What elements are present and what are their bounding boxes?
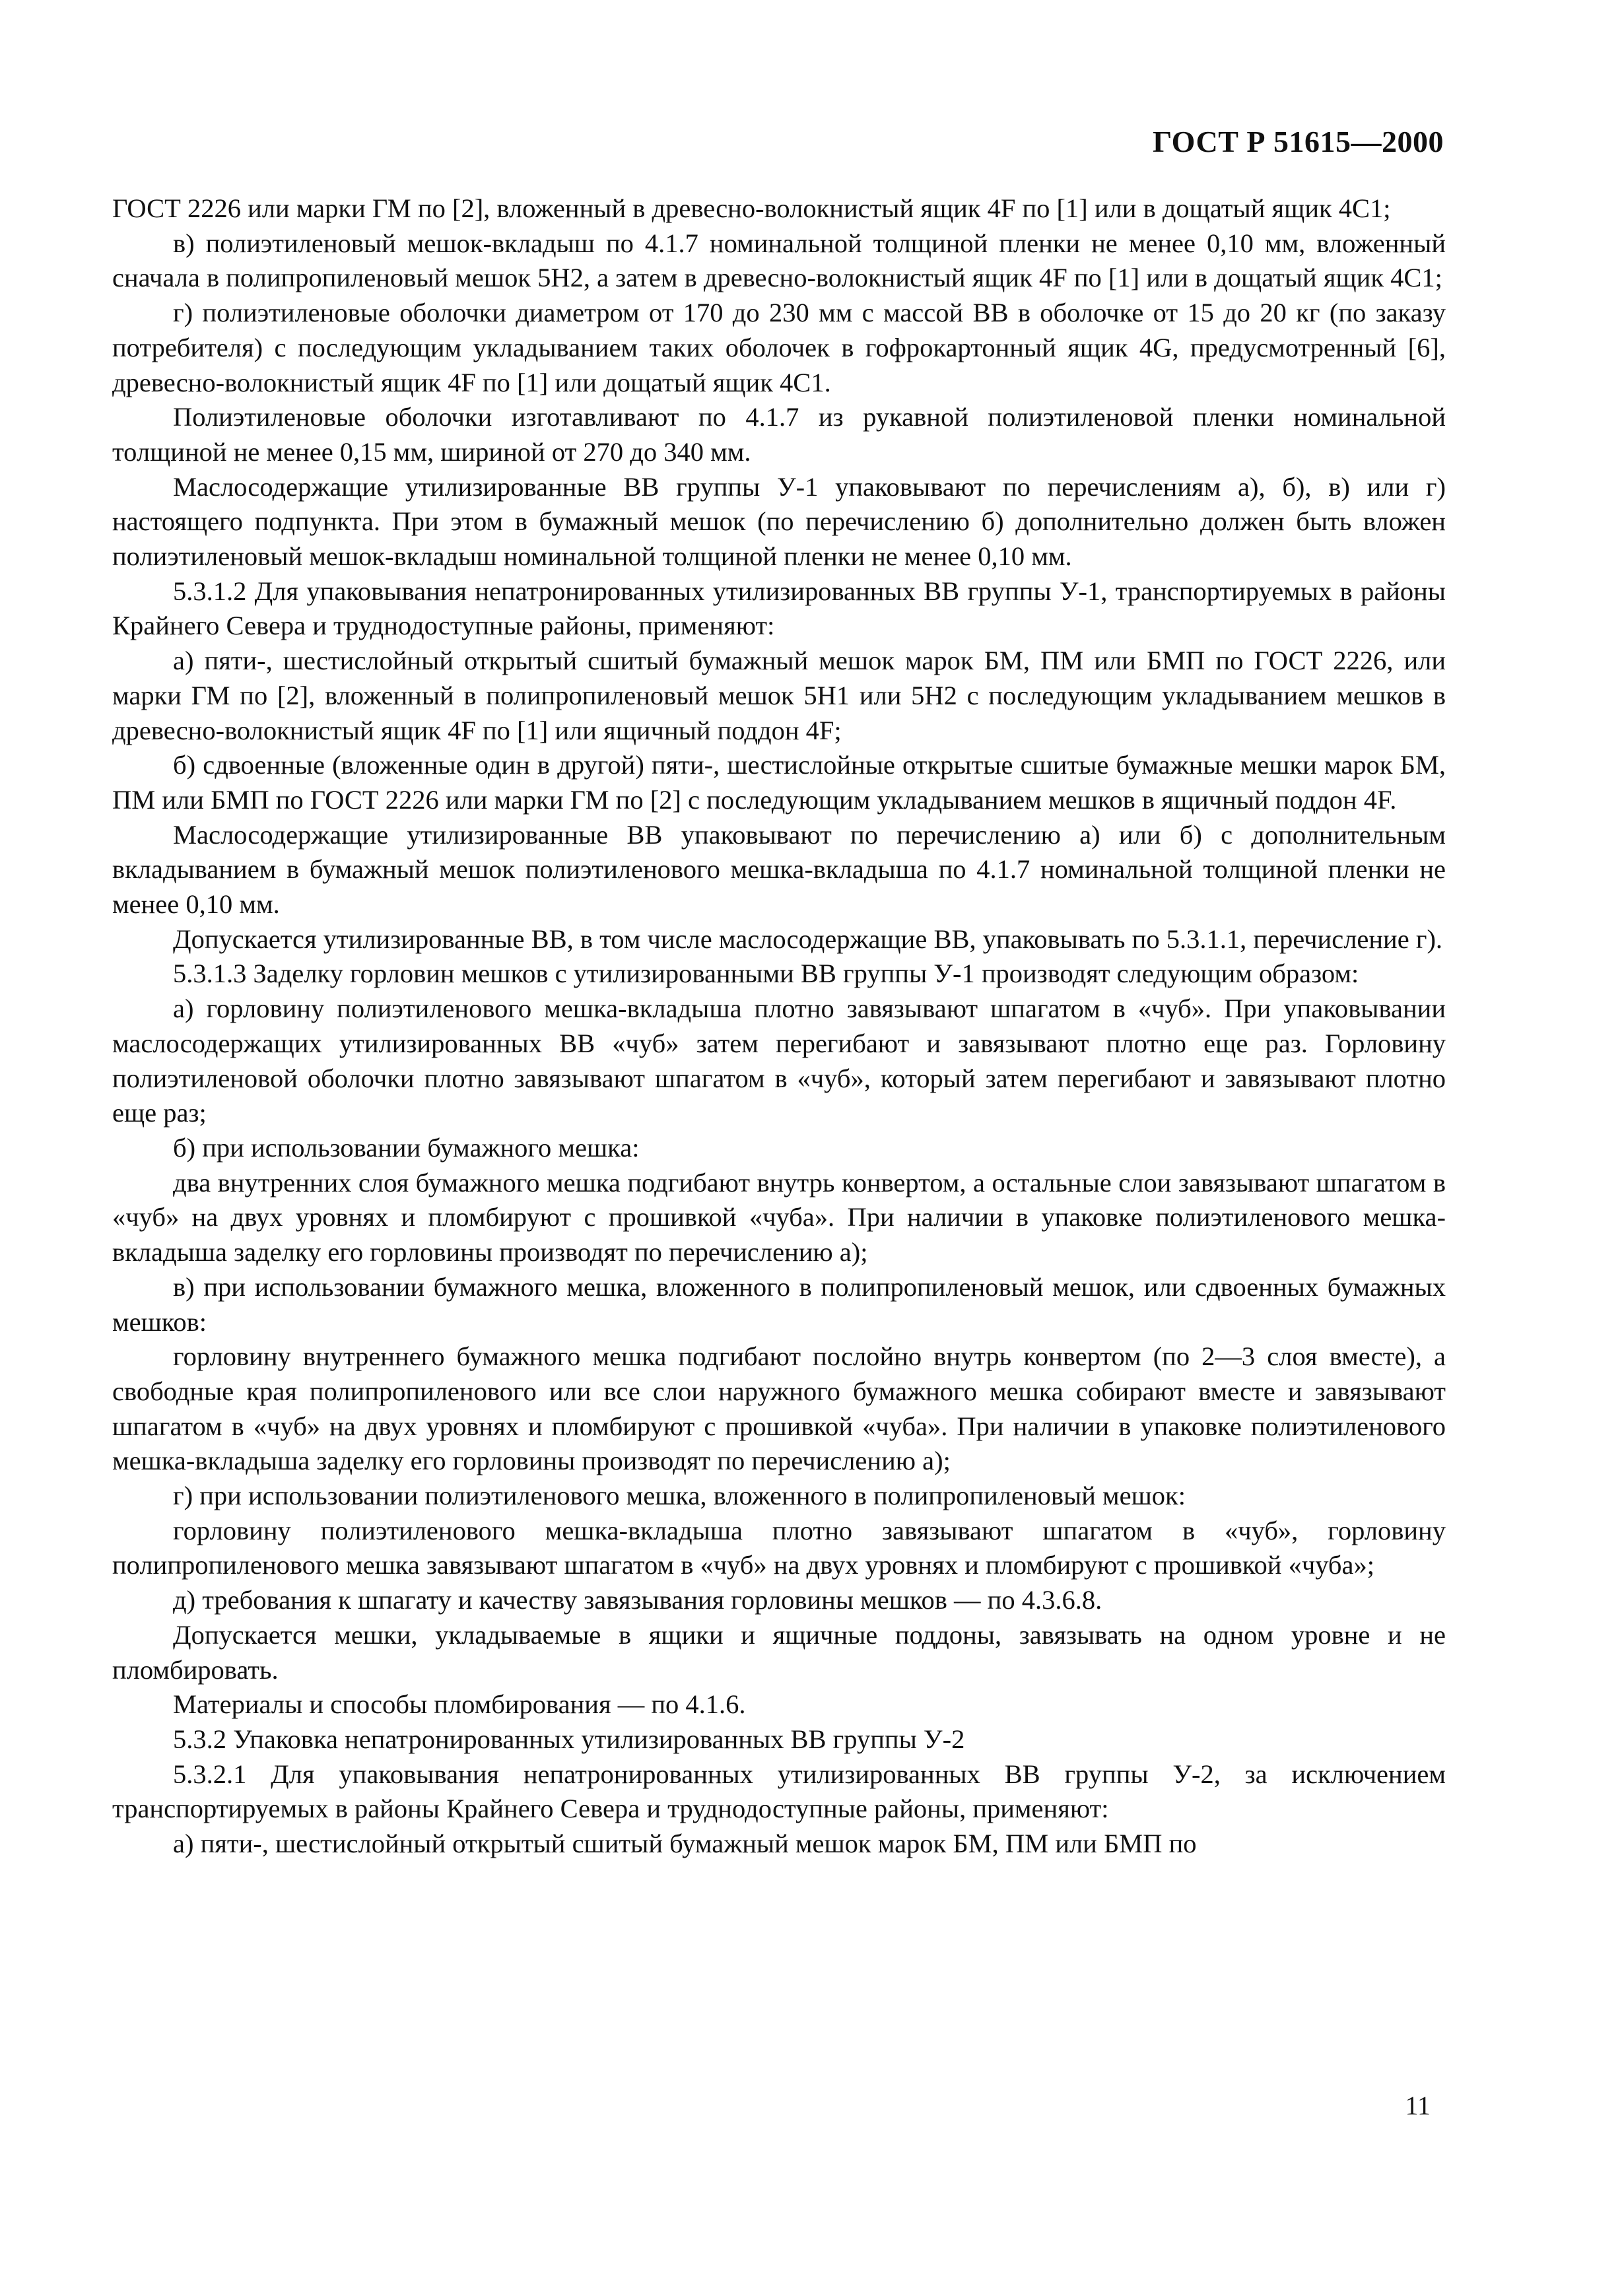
page-number: 11 (1405, 2091, 1431, 2120)
paragraph: в) полиэтиленовый мешок-вкладыш по 4.1.7 номинальной толщиной пленки не менее 0,10 мм, вложенный сначала в полипропиленовый мешок 5H2, а затем в древесно-волокнистый ящик 4F по [1] или в дощатый ящик 4C1; (112, 228, 1446, 293)
paragraph: 5.3.2 Упаковка непатронированных утилизированных ВВ группы У-2 (173, 1724, 965, 1754)
paragraph: г) при использовании полиэтиленового мешка, вложенного в полипропиленовый мешок: (173, 1481, 1186, 1511)
paragraph: 5.3.1.2 Для упаковывания непатронированных утилизированных ВВ группы У-1, транспортируемых в районы Крайнего Севера и труднодоступные районы, применяют: (112, 576, 1446, 641)
paragraph: Допускается утилизированные ВВ, в том числе маслосодержащие ВВ, упаковывать по 5.3.1.1, перечисление г). (173, 924, 1443, 954)
paragraph: 5.3.2.1 Для упаковывания непатронированных утилизированных ВВ группы У-2, за исключением транспортируемых в районы Крайнего Севера и труднодоступные районы, применяют: (112, 1759, 1446, 1824)
paragraph: а) пяти-, шестислойный открытый сшитый бумажный мешок марок БМ, ПМ или БМП по (173, 1829, 1197, 1859)
document-body (112, 191, 1446, 1862)
paragraph: горловину внутреннего бумажного мешка подгибают послойно внутрь конвертом (по 2—3 слоя вместе), а свободные края полипропиленового или все слои наружного бумажного мешка собирают вместе и завязывают шпагатом в «чуб» на двух уровнях и пломбируют с прошивкой «чуба». При наличии в упаковке полиэтиленового мешка-вкладыша заделку его горловины производят по перечислению а); (112, 1341, 1446, 1476)
paragraph: Материалы и способы пломбирования — по 4.1.6. (173, 1689, 746, 1720)
paragraph: в) при использовании бумажного мешка, вложенного в полипропиленовый мешок, или сдвоенных бумажных мешков: (112, 1271, 1446, 1337)
paragraph: а) пяти-, шестислойный открытый сшитый бумажный мешок марок БМ, ПМ или БМП по ГОСТ 2226, или марки ГМ по [2], вложенный в полипропиленовый мешок 5H1 или 5H2 с последующим укладыванием мешков в древесно-волокнистый ящик 4F по [1] или ящичный поддон 4F; (112, 646, 1446, 745)
paragraph: Допускается мешки, укладываемые в ящики и ящичные поддоны, завязывать на одном уровне и не пломбировать. (112, 1619, 1446, 1685)
paragraph: б) сдвоенные (вложенные один в другой) пяти-, шестислойные открытые сшитые бумажные мешки марок БМ, ПМ или БМП по ГОСТ 2226 или марки ГМ по [2] с последующим укладыванием мешков в ящичный поддон 4F. (112, 750, 1446, 815)
paragraph: 5.3.1.3 Заделку горловин мешков с утилизированными ВВ группы У-1 производят следующим образом: (173, 959, 1359, 989)
paragraph: г) полиэтиленовые оболочки диаметром от 170 до 230 мм с массой ВВ в оболочке от 15 до 20 кг (по заказу потребителя) с последующим укладыванием таких оболочек в гофрокартонный ящик 4G, предусмотренный [6], древесно-волокнистый ящик 4F по [1] или дощатый ящик 4C1. (112, 298, 1446, 397)
document-header: ГОСТ Р 51615—2000 (1153, 125, 1444, 158)
paragraph: Маслосодержащие утилизированные ВВ группы У-1 упаковывают по перечислениям а), б), в) или г) настоящего подпункта. При этом в бумажный мешок (по перечислению б) дополнительно должен быть вложен полиэтиленовый мешок-вкладыш номинальной толщиной пленки не менее 0,10 мм. (112, 471, 1446, 572)
paragraph: горловину полиэтиленового мешка-вкладыша плотно завязывают шпагатом в «чуб», горловину полипропиленового мешка завязывают шпагатом в «чуб» на двух уровнях и пломбируют с прошивкой «чуба»; (112, 1515, 1446, 1580)
paragraph: б) при использовании бумажного мешка: (173, 1132, 640, 1163)
paragraph: Маслосодержащие утилизированные ВВ упаковывают по перечислению а) или б) с дополнительным вкладыванием в бумажный мешок полиэтиленового мешка-вкладыша по 4.1.7 номинальной толщиной пленки не менее 0,10 мм. (112, 819, 1446, 920)
paragraph: ГОСТ 2226 или марки ГМ по [2], вложенный в древесно-волокнистый ящик 4F по [1] или в дощатый ящик 4C1; (112, 193, 1391, 223)
paragraph: два внутренних слоя бумажного мешка подгибают внутрь конвертом, а остальные слои завязывают шпагатом в «чуб» на двух уровнях и пломбируют с прошивкой «чуба». При наличии в упаковке полиэтиленового мешка-вкладыша заделку его горловины производят по перечислению а); (112, 1167, 1446, 1267)
paragraph: д) требования к шпагату и качеству завязывания горловины мешков — по 4.3.6.8. (173, 1585, 1102, 1615)
paragraph: а) горловину полиэтиленового мешка-вкладыша плотно завязывают шпагатом в «чуб». При упаковывании маслосодержащих утилизированных ВВ «чуб» затем перегибают и завязывают плотно еще раз. Горловину полиэтиленовой оболочки плотно завязывают шпагатом в «чуб», который затем перегибают и завязывают плотно еще раз; (112, 994, 1446, 1128)
paragraph: Полиэтиленовые оболочки изготавливают по 4.1.7 из рукавной полиэтиленовой пленки номинальной толщиной не менее 0,15 мм, шириной от 270 до 340 мм. (112, 402, 1446, 467)
